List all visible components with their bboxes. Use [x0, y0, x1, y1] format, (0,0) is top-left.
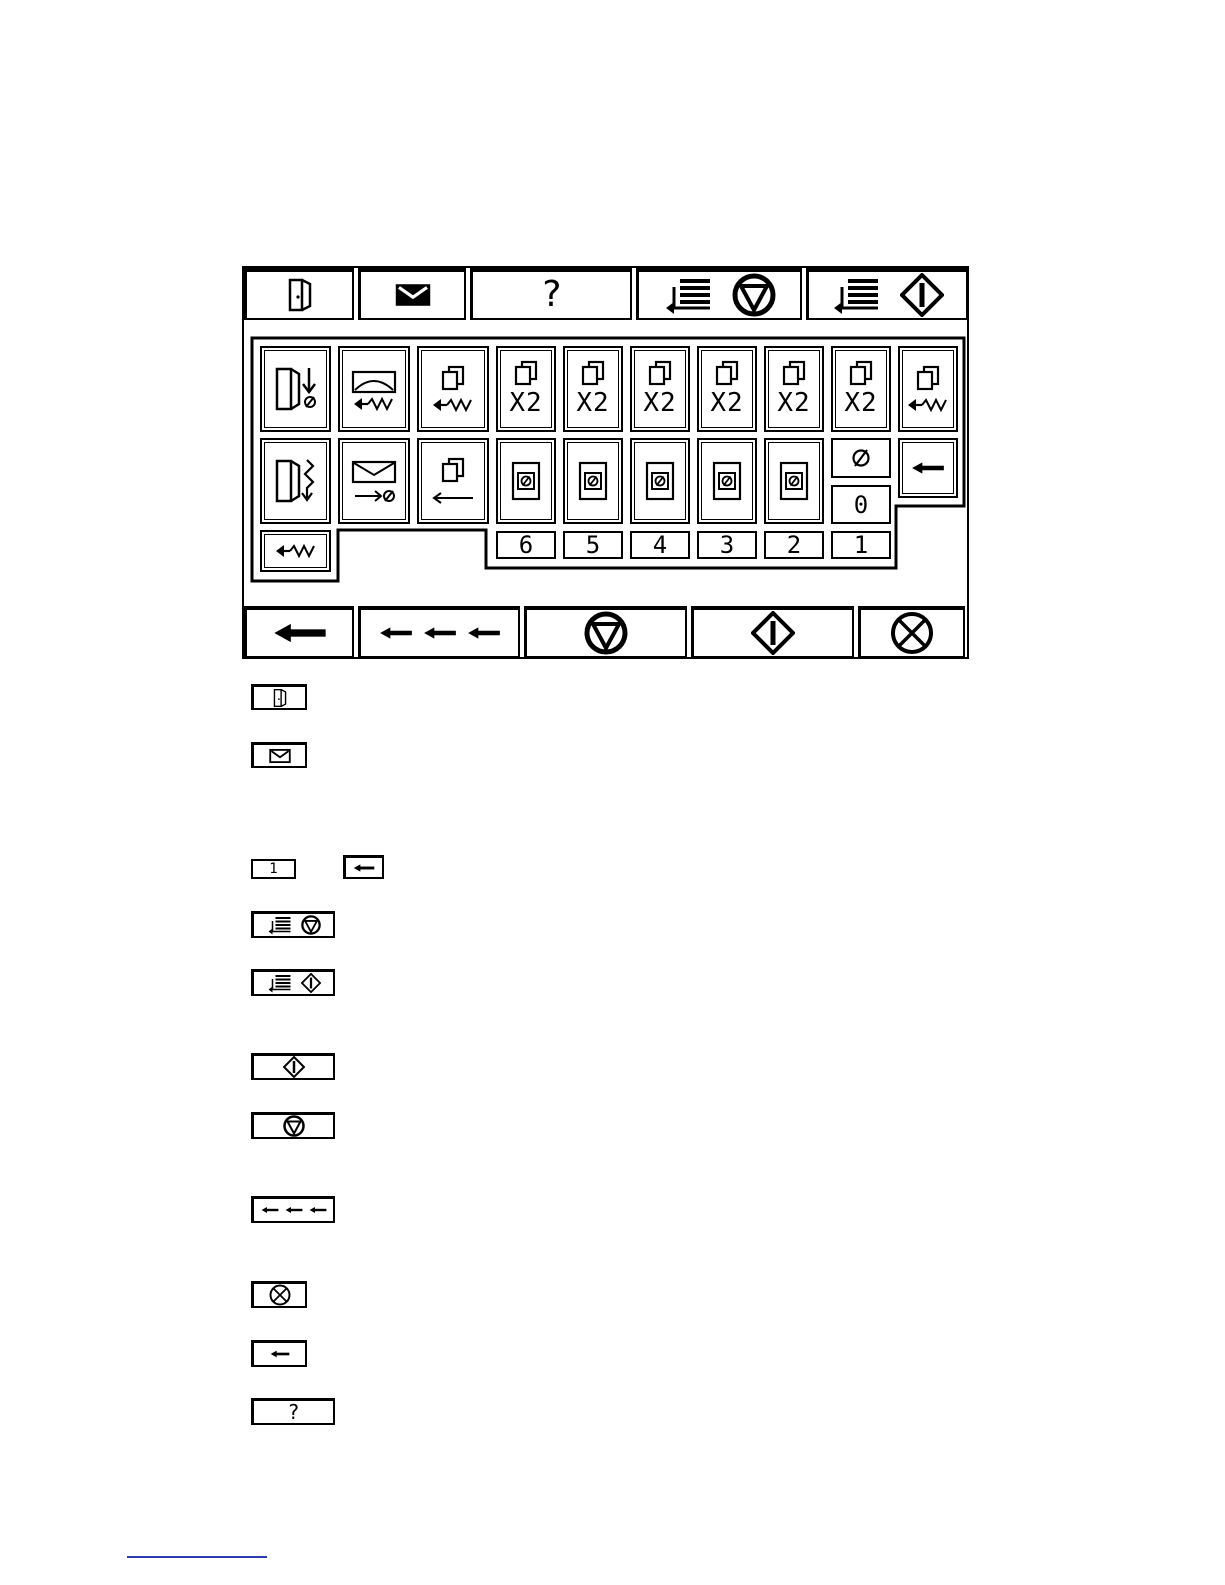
back-button[interactable]	[244, 606, 354, 658]
zero-slash-button[interactable]	[831, 438, 891, 478]
back-arrow-icon	[261, 1205, 279, 1215]
wave-back-icon	[906, 397, 950, 413]
copy-icon	[441, 365, 465, 391]
start-button[interactable]	[691, 606, 854, 658]
copy-icon	[581, 360, 605, 386]
legend-help-key	[251, 1398, 335, 1425]
envelope-icon	[269, 748, 291, 764]
copy-icon	[916, 365, 940, 391]
stop-icon	[301, 915, 321, 935]
copy-x2-button-3[interactable]	[630, 346, 690, 432]
back-arrow-icon	[353, 863, 375, 873]
legend-cancel-key	[251, 1281, 307, 1308]
cancel-icon	[890, 611, 934, 655]
envelope-zero-button[interactable]	[338, 438, 410, 524]
door-down-zero-icon	[273, 364, 319, 414]
slot-number-6: 6	[496, 531, 556, 559]
copy-x2-label: X2	[710, 388, 744, 418]
copy-return-button[interactable]	[417, 438, 489, 524]
zero-slash-icon	[849, 446, 873, 470]
legend-list-stop-key	[251, 911, 335, 938]
back-arrow-icon	[270, 622, 330, 644]
start-icon	[301, 973, 321, 993]
doc-zero-icon	[645, 461, 675, 501]
zero-key[interactable]	[831, 485, 891, 524]
legend-list-start-key	[251, 969, 335, 996]
backspace-button[interactable]	[898, 438, 958, 498]
legend-back-key	[251, 1340, 307, 1367]
legend-stop-key	[251, 1112, 335, 1139]
copy-icon	[441, 457, 465, 483]
bottom-toolbar	[244, 606, 965, 658]
stop-icon	[283, 1115, 305, 1137]
legend-envelope-key	[251, 742, 307, 768]
back-arrow-icon	[285, 1205, 303, 1215]
legend-backspace-key	[343, 855, 384, 879]
copy-icon	[514, 360, 538, 386]
slot-zero-button-3[interactable]	[697, 438, 757, 524]
back-arrow-icon	[423, 624, 457, 642]
zero-label: 0	[853, 490, 869, 519]
slot-number-1: 1	[831, 531, 891, 559]
copy-x2-button-2[interactable]	[563, 346, 623, 432]
copy-x2-label: X2	[643, 388, 677, 418]
stop-icon	[584, 611, 628, 655]
legend-help-label: ?	[287, 1400, 300, 1424]
slot-zero-button-6[interactable]	[496, 438, 556, 524]
copy-x2-label: X2	[777, 388, 811, 418]
footer-link-underline[interactable]	[127, 1556, 267, 1558]
copy-wave-button[interactable]	[417, 346, 489, 432]
legend-number-key	[251, 859, 296, 879]
copy-icon	[648, 360, 672, 386]
legend-start-key	[251, 1053, 335, 1080]
envelope-zero-icon	[349, 456, 399, 506]
back-arrow-icon	[309, 1205, 327, 1215]
slot-number-5: 5	[563, 531, 623, 559]
copy-icon	[715, 360, 739, 386]
cancel-button[interactable]	[858, 606, 965, 658]
control-panel-screen	[242, 266, 969, 659]
back-arrow-icon	[911, 460, 945, 476]
wave-back-icon	[431, 397, 475, 413]
wave-back-button[interactable]	[260, 530, 331, 572]
tray-wave-button[interactable]	[338, 346, 410, 432]
list-return-icon	[267, 973, 293, 993]
slot-zero-button-2[interactable]	[764, 438, 824, 524]
copy-icon	[849, 360, 873, 386]
long-back-arrow-icon	[431, 491, 475, 505]
copy-x2-label: X2	[576, 388, 610, 418]
back-all-button[interactable]	[358, 606, 520, 658]
doc-zero-icon	[779, 461, 809, 501]
back-arrow-icon	[379, 624, 413, 642]
feed-zero-button[interactable]	[260, 346, 331, 432]
start-icon	[751, 611, 795, 655]
stop-button[interactable]	[524, 606, 687, 658]
legend-number-label: 1	[269, 861, 278, 877]
tray-wave-icon	[349, 364, 399, 414]
doc-zero-icon	[712, 461, 742, 501]
back-arrow-icon	[270, 1349, 290, 1359]
door-zigzag-icon	[273, 456, 319, 506]
cancel-icon	[269, 1284, 291, 1306]
feed-zigzag-button[interactable]	[260, 438, 331, 524]
slot-zero-button-5[interactable]	[563, 438, 623, 524]
copy-x2-label: X2	[844, 388, 878, 418]
legend-back-all-key	[251, 1196, 335, 1223]
help-label: ?	[540, 274, 563, 315]
copy-x2-button-6[interactable]	[831, 346, 891, 432]
list-return-icon	[267, 915, 293, 935]
slot-number-3: 3	[697, 531, 757, 559]
slot-number-4: 4	[630, 531, 690, 559]
copy-wave-button-right[interactable]	[898, 346, 958, 432]
copy-x2-label: X2	[509, 388, 543, 418]
copy-icon	[782, 360, 806, 386]
start-icon	[283, 1056, 305, 1078]
slot-zero-button-4[interactable]	[630, 438, 690, 524]
doc-zero-icon	[511, 461, 541, 501]
doc-zero-icon	[578, 461, 608, 501]
wave-back-icon	[274, 543, 318, 559]
copy-x2-button-4[interactable]	[697, 346, 757, 432]
door-icon	[273, 688, 287, 708]
legend-door-key	[251, 684, 307, 710]
back-arrow-icon	[467, 624, 501, 642]
copy-x2-button-5[interactable]	[764, 346, 824, 432]
copy-x2-button-1[interactable]	[496, 346, 556, 432]
slot-number-2: 2	[764, 531, 824, 559]
